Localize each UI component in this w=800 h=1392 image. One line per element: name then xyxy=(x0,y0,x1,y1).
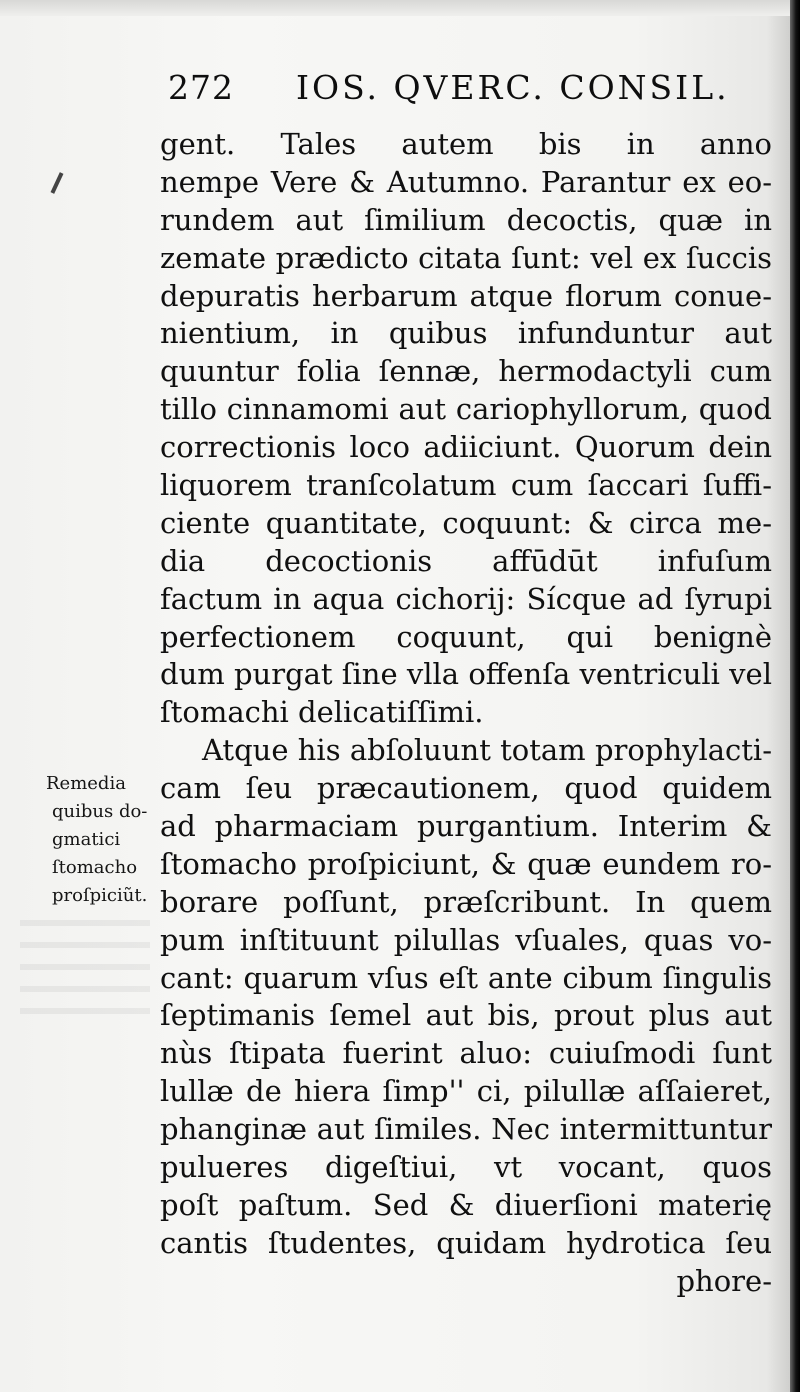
text-line: lullæ de hiera ſimp'' ci, pilullæ aſſaieret, xyxy=(160,1074,772,1109)
page-number: 272 xyxy=(168,68,234,107)
text-line: poſt paſtum. Sed & diuerſioni materię xyxy=(160,1187,772,1222)
text-line: borare poſſunt, præſcribunt. In quem xyxy=(160,884,772,919)
marginal-note xyxy=(46,770,164,910)
text-line: perfectionem coquunt, qui benignè xyxy=(160,619,772,654)
text-line: dum purgat ſine vlla offenſa ventriculi vel xyxy=(160,657,772,692)
text-line: ſtomacho proſpiciunt, & quæ eundem ro- xyxy=(160,846,772,881)
margin-mark xyxy=(51,172,64,194)
text-line: tillo cinnamomi aut cariophyllorum, quod xyxy=(160,392,772,427)
text-line: factum in aqua cichorij: Sícque ad ſyrupi xyxy=(160,581,772,616)
text-line: liquorem tranſcolatum cum ſaccari ſuffi- xyxy=(160,468,772,503)
running-head: IOS. QVERC. CONSIL. xyxy=(296,68,730,107)
text-line: cant: quarum vſus eſt ante cibum ſingulis xyxy=(160,960,772,995)
catchword: phore- xyxy=(676,1263,772,1298)
text-line: ad pharmaciam purgantium. Interim & xyxy=(160,809,772,844)
text-line: dia decoctionis affūdūt infuſum xyxy=(160,543,772,578)
text-line-paragraph-start: Atque his abſoluunt totam prophylacti- xyxy=(202,733,772,768)
text-line: pulueres digeſtiui, vt vocant, quos xyxy=(160,1150,772,1185)
page-header xyxy=(168,68,768,118)
text-line: nùs ſtipata fuerint aluo: cuiuſmodi ſunt xyxy=(160,1036,772,1071)
text-line: gent. Tales autem bis in anno xyxy=(160,127,772,161)
text-line: nientium, in quibus infunduntur aut xyxy=(160,316,772,351)
show-through-ghost-text xyxy=(20,920,150,1030)
marginal-note-line: quibus do- xyxy=(52,801,148,822)
marginal-note-line: proſpiciũt. xyxy=(52,885,148,906)
text-line: cantis ſtudentes, quidam hydrotica ſeu xyxy=(160,1225,772,1260)
text-line: ſeptimanis ſemel aut bis, prout plus aut xyxy=(160,998,772,1033)
text-line: depuratis herbarum atque florum conue- xyxy=(160,278,772,313)
text-line: nempe Vere & Autumno. Parantur ex eo- xyxy=(160,164,772,199)
text-line: phanginæ aut ſimiles. Nec intermittuntur xyxy=(160,1112,772,1147)
marginal-note-line: gmatici xyxy=(52,829,121,850)
marginal-note-line: ſtomacho xyxy=(52,857,138,878)
page-top-edge xyxy=(0,0,790,16)
text-line: rundem aut ſimilium decoctis, quæ in xyxy=(160,202,772,237)
text-line: pum inſtituunt pilullas vſuales, quas vo- xyxy=(160,922,772,957)
main-text-block xyxy=(160,126,772,1301)
page-right-edge-shadow xyxy=(790,0,800,1392)
text-line: quuntur folia ſennæ, hermodactyli cum xyxy=(160,354,772,389)
text-line: zemate prædicto citata ſunt: vel ex ſuccis xyxy=(160,240,772,275)
text-line: correctionis loco adiiciunt. Quorum dein xyxy=(160,430,772,465)
marginal-note-line: Remedia xyxy=(46,773,126,794)
text-line-paragraph-end: ſtomachi delicatiſſimi. xyxy=(160,695,484,730)
text-line: cam ſeu præcautionem, quod quidem xyxy=(160,771,772,806)
text-line: ciente quantitate, coquunt: & circa me- xyxy=(160,505,772,540)
